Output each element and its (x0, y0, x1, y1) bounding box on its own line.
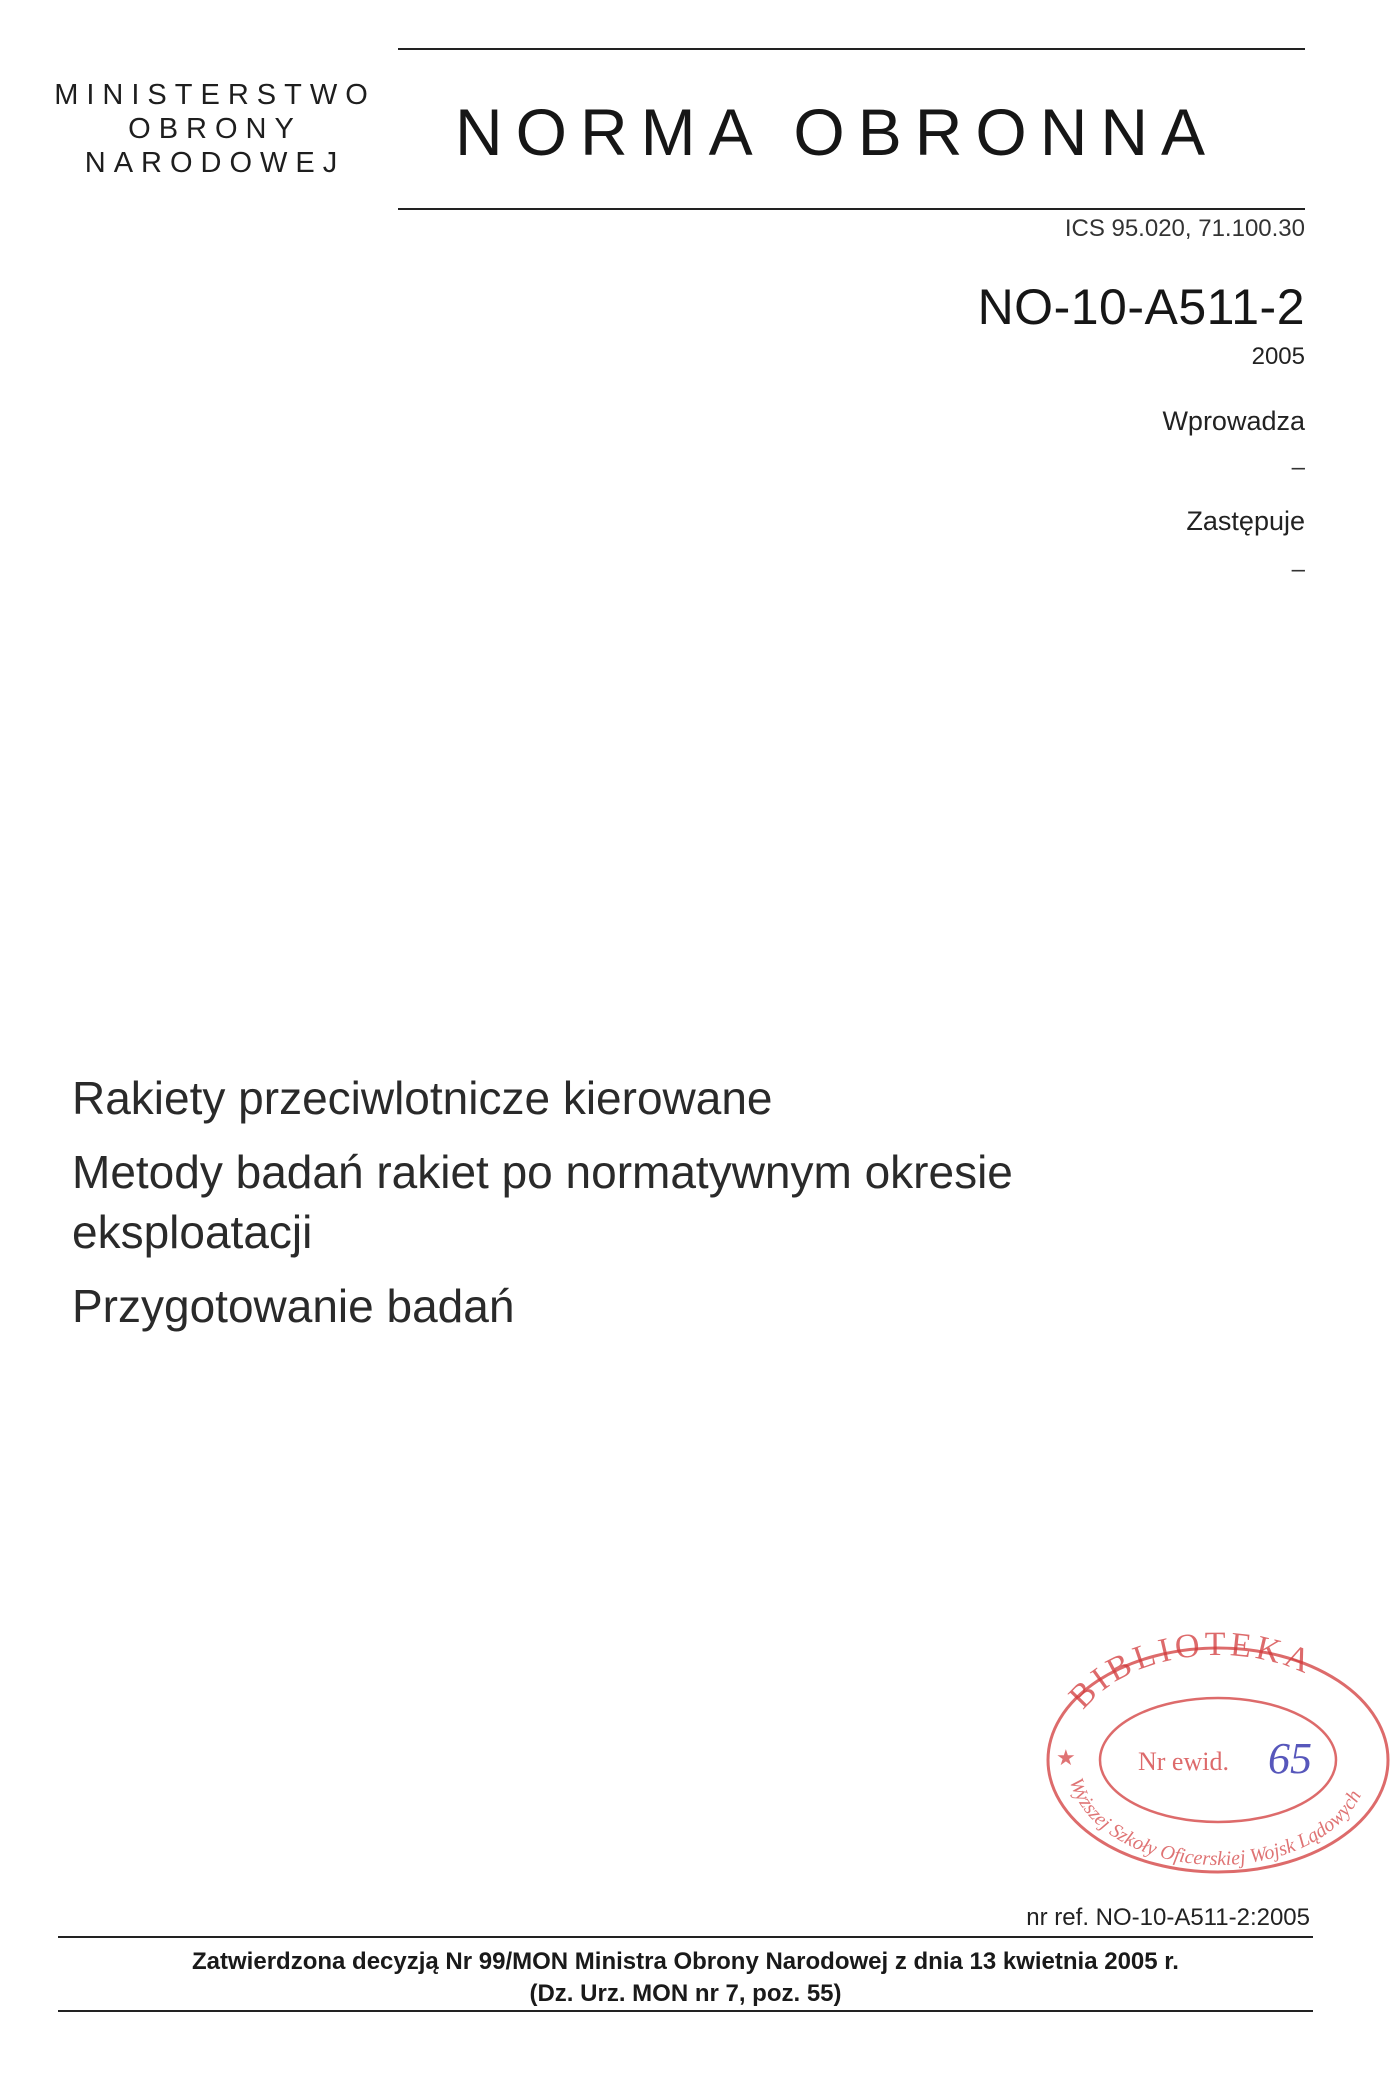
document-type-title: NORMA OBRONNA (455, 95, 1219, 169)
stamp-top-text: BIBLIOTEKA (1061, 1625, 1320, 1716)
subject-line-1: Rakiety przeciwlotnicze kierowane (72, 1072, 773, 1124)
approval-block (58, 1946, 1313, 2010)
approval-line-1: Zatwierdzona decyzją Nr 99/MON Ministra Obrony Narodowej z dnia 13 kwietnia 2005 r. (192, 1948, 1179, 1975)
standard-number: NO-10-A511-2 (977, 279, 1305, 335)
ministry-name (40, 78, 390, 180)
approval-line-2: (Dz. Urz. MON nr 7, poz. 55) (529, 1980, 842, 2007)
standard-subject (72, 1068, 1292, 1350)
stamp-star-left: ★ (1056, 1745, 1076, 1770)
library-stamp (1028, 1615, 1400, 1875)
reference-number: nr ref. NO-10-A511-2:2005 (1026, 1904, 1310, 1931)
introduces-value: – (1291, 454, 1305, 481)
stamp-bottom-text: Wyższej Szkoły Oficerskiej Wojsk Lądowych (1064, 1775, 1366, 1871)
replaces-value: – (1291, 556, 1305, 583)
standard-year: 2005 (1251, 343, 1305, 370)
ministry-line-2: OBRONY (128, 113, 302, 145)
ministry-line-1: MINISTERSTWO (54, 79, 376, 111)
ministry-line-3: NARODOWEJ (84, 147, 346, 179)
footer-top-rule (58, 1936, 1313, 1938)
stamp-handwritten-number: 65 (1268, 1734, 1312, 1783)
ics-code: ICS 95.020, 71.100.30 (1064, 215, 1305, 242)
subject-line-2: Metody badań rakiet po normatywnym okresie eksploatacji (72, 1146, 1013, 1258)
replaces-label: Zastępuje (1186, 506, 1305, 536)
header-bottom-rule (398, 208, 1305, 210)
introduces-label: Wprowadza (1162, 406, 1305, 436)
svg-text:BIBLIOTEKA (1062, 1626, 1320, 1716)
subject-line-3: Przygotowanie badań (72, 1280, 515, 1332)
footer-bottom-rule (58, 2010, 1313, 2012)
stamp-center-text: Nr ewid. (1138, 1747, 1229, 1776)
header-top-rule (398, 48, 1305, 50)
